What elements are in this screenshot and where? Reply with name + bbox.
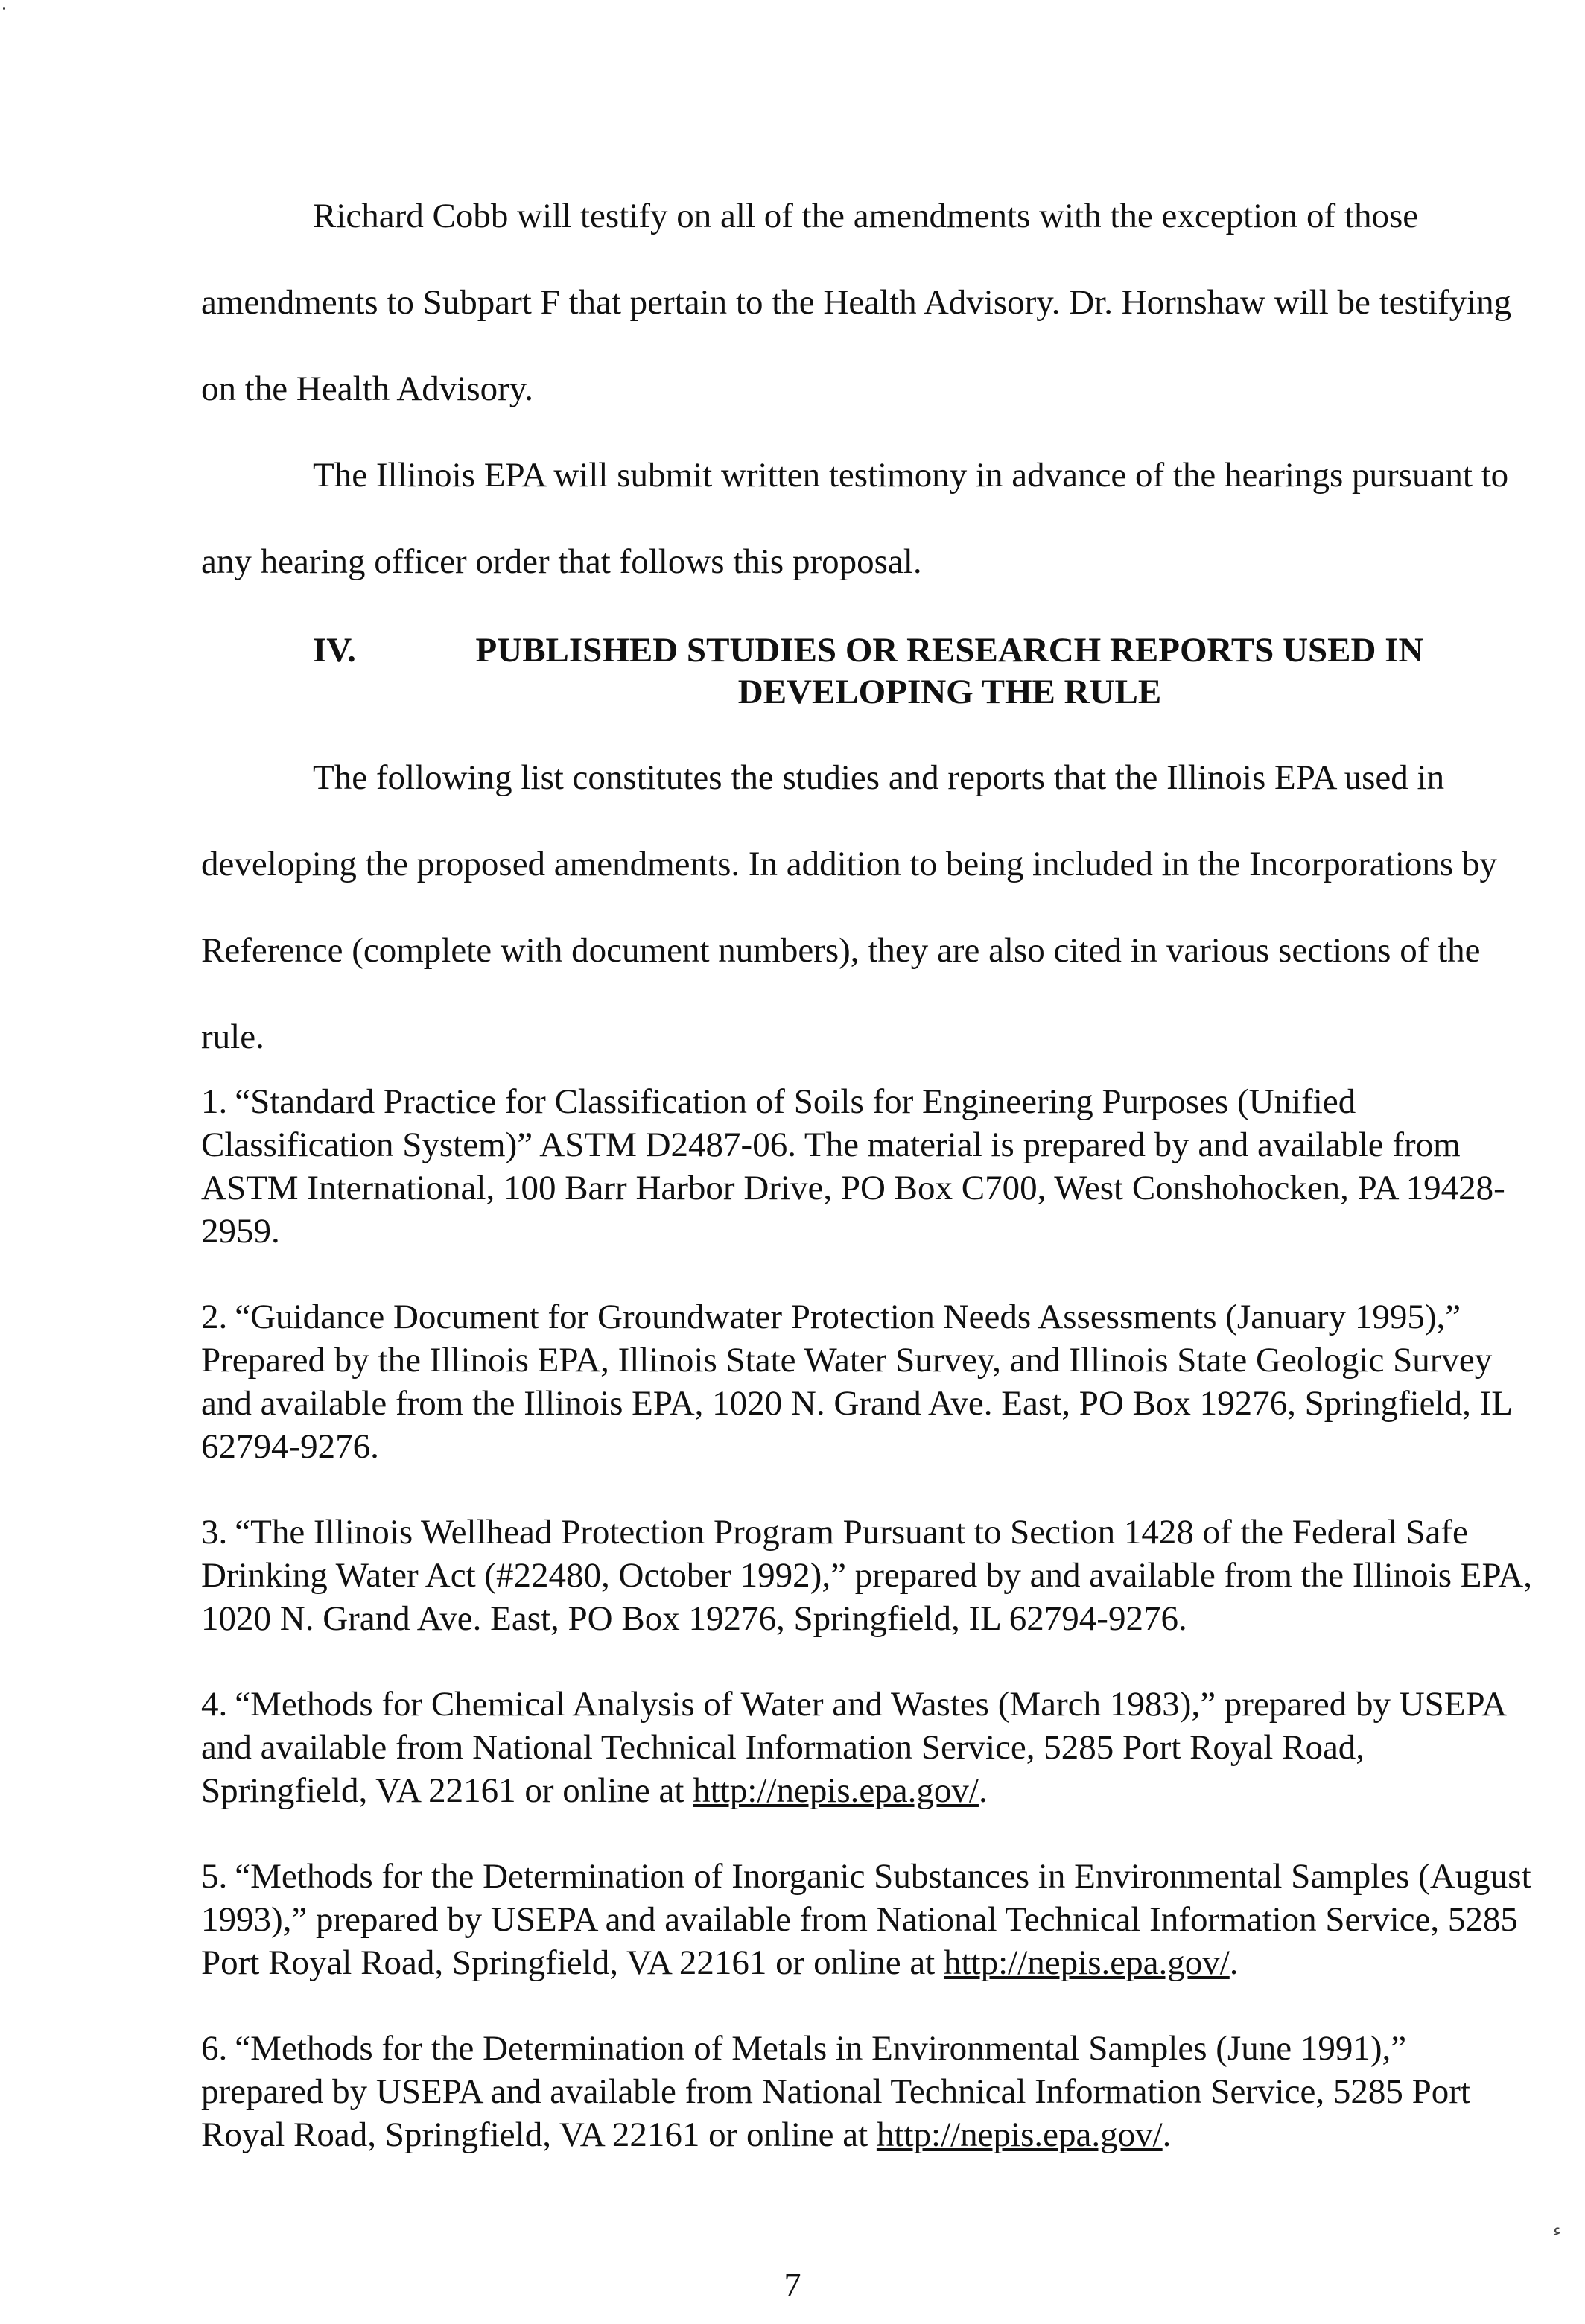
page-number: 7	[784, 2266, 801, 2304]
reference-number: 6.	[201, 2029, 228, 2068]
reference-text: “Standard Practice for Classification of Soils for Engineering Purposes (Unified Classification System)” ASTM D2487-06. The material is prepared by and available from ASTM International, 100 Barr Harbor Drive, PO Box C700, West Conshohocken, PA 19428-2959.	[201, 1082, 1505, 1251]
section-title: PUBLISHED STUDIES OR RESEARCH REPORTS USED IN DEVELOPING THE RULE	[475, 631, 1424, 711]
reference-item	[201, 1295, 1534, 1468]
body-paragraph-written-testimony: The Illinois EPA will submit written testimony in advance of the hearings pursuant to any hearing officer order that follows this proposal.	[201, 456, 1509, 581]
reference-number: 3.	[201, 1513, 228, 1552]
section-number: IV.	[313, 631, 356, 670]
body-paragraph-testimony: Richard Cobb will testify on all of the amendments with the exception of those amendments to Subpart F that pertain to the Health Advisory. Dr. Hornshaw will be testifying on the Health Advisory.	[201, 197, 1512, 408]
reference-item: 5. “Methods for the Determination of Inorganic Substances in Environmental Samples (August 1993),” prepared by USEPA and available from National Technical Information Service, 5285 Port Royal Road, Springfield, VA 22161 or online at http://nepis.epa.gov/.	[201, 1857, 1531, 1982]
reference-link[interactable]: http://nepis.epa.gov/	[693, 1771, 979, 1810]
reference-text: “Methods for Chemical Analysis of Water and Wastes (March 1983),” prepared by USEPA and available from National Technical Information Service, 5285 Port Royal Road, Springfield, VA 22161 or online at	[201, 1685, 1505, 1810]
reference-item	[201, 1080, 1534, 1253]
reference-text: “Methods for the Determination of Metals in Environmental Samples (June 1991),” prepared by USEPA and available from National Technical Information Service, 5285 Port Royal Road, Springfield, VA 22161 or online at	[201, 2029, 1470, 2154]
reference-text: “Guidance Document for Groundwater Protection Needs Assessments (January 1995),” Prepared by the Illinois EPA, Illinois State Water Survey, and Illinois State Geologic Survey and available from the Illinois EPA, 1020 N. Grand Ave. East, PO Box 19276, Springfield, IL 62794-9276.	[201, 1298, 1512, 1466]
reference-number: 5.	[201, 1857, 228, 1896]
reference-list	[201, 1080, 1534, 2199]
reference-item: 4. “Methods for Chemical Analysis of Water and Wastes (March 1983),” prepared by USEPA and available from National Technical Information Service, 5285 Port Royal Road, Springfield, VA 22161 or online at http://nepis.epa.gov/.	[201, 1685, 1505, 1810]
reference-link[interactable]: http://nepis.epa.gov/	[943, 1943, 1230, 1982]
reference-number: 1.	[201, 1082, 228, 1121]
reference-link[interactable]: http://nepis.epa.gov/	[876, 2115, 1163, 2154]
reference-text: “Methods for the Determination of Inorganic Substances in Environmental Samples (August 1993),” prepared by USEPA and available from National Technical Information Service, 5285 Port Royal Road, Springfield, VA 22161 or online at	[201, 1857, 1531, 1982]
reference-number: 2.	[201, 1298, 228, 1336]
section-heading	[313, 629, 1475, 719]
margin-mark: ء	[1553, 2221, 1562, 2241]
section-intro-paragraph: The following list constitutes the studies and reports that the Illinois EPA used in developing the proposed amendments. In addition to being included in the Incorporations by Reference (complete with document numbers), they are also cited in various sections of the rule.	[201, 758, 1497, 1056]
reference-number: 4.	[201, 1685, 228, 1724]
reference-item: 6. “Methods for the Determination of Metals in Environmental Samples (June 1991),” prepared by USEPA and available from National Technical Information Service, 5285 Port Royal Road, Springfield, VA 22161 or online at http://nepis.epa.gov/.	[201, 2029, 1470, 2154]
reference-item	[201, 1511, 1534, 1640]
scan-speck	[3, 7, 5, 10]
reference-text: “The Illinois Wellhead Protection Program Pursuant to Section 1428 of the Federal Safe Drinking Water Act (#22480, October 1992),” prepared by and available from the Illinois EPA, 1020 N. Grand Ave. East, PO Box 19276, Springfield, IL 62794-9276.	[201, 1513, 1532, 1638]
